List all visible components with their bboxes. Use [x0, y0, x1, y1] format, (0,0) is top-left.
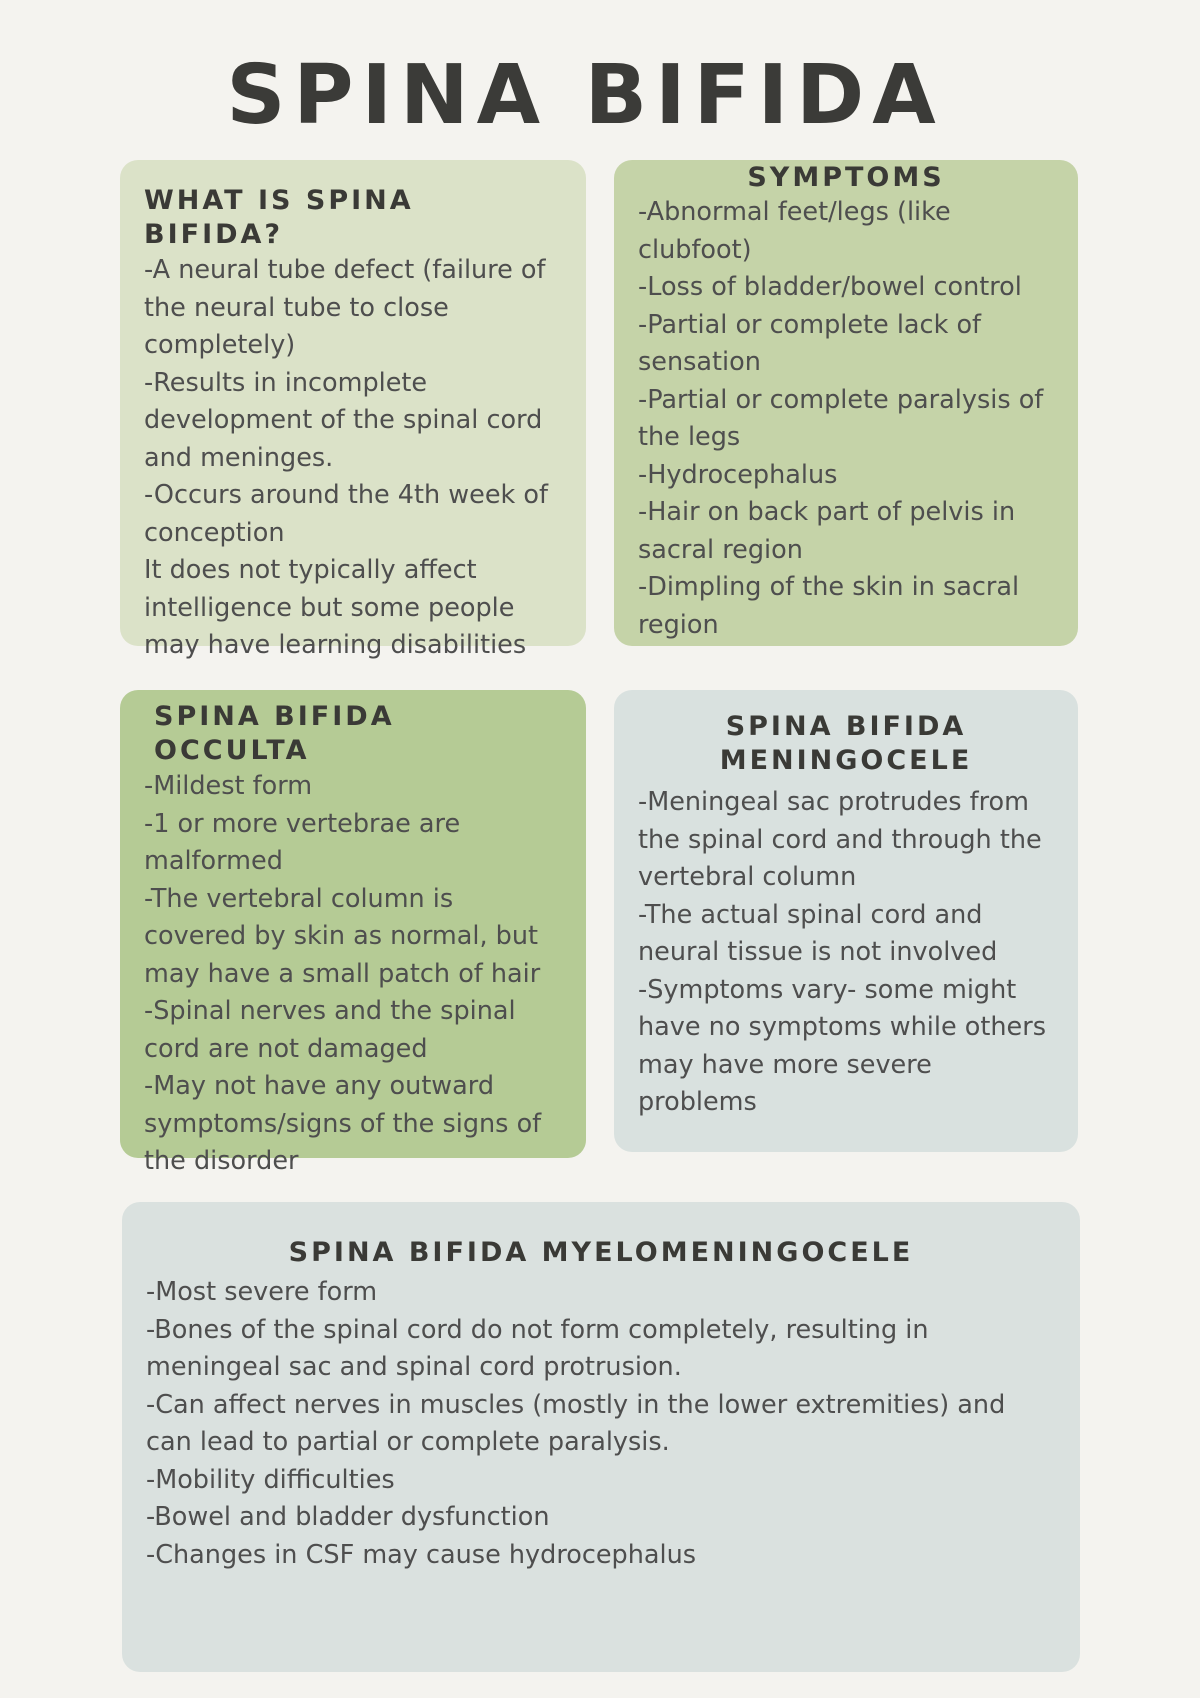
meningocele-body: -Meningeal sac protrudes from the spinal cord and through the vertebral column -The actual spinal cord and neural tissue is not involved -Symptoms vary- some might have no symptoms while others may have more severe problems	[638, 787, 1046, 1117]
occulta-heading: SPINA BIFIDA OCCULTA	[154, 701, 395, 766]
symptoms-body: -Abnormal feet/legs (like clubfoot) -Loss of bladder/bowel control -Partial or complete lack of sensation -Partial or complete paralysis of the legs -Hydrocephalus -Hair on back part of pelvis in sacral region -Dimpling of the skin in sacral region	[638, 197, 1044, 640]
symptoms-card	[614, 160, 1078, 646]
what-is-body: -A neural tube defect (failure of the neural tube to close completely) -Results in incomplete development of the spinal cord and meninges. -Occurs around the 4th week of conception It does not typically affect intelligence but some people may have learning disabilities	[144, 255, 548, 660]
meningocele-heading: SPINA BIFIDA MENINGOCELE	[719, 711, 973, 776]
what-is-card	[120, 160, 586, 660]
occulta-card	[120, 690, 586, 1176]
what-is-heading: WHAT IS SPINA BIFIDA?	[144, 185, 414, 250]
symptoms-heading: SYMPTOMS	[747, 162, 945, 193]
myelomeningocele-heading: SPINA BIFIDA MYELOMENINGOCELE	[288, 1237, 914, 1268]
occulta-body: -Mildest form -1 or more vertebrae are malformed -The vertebral column is covered by skin as normal, but may have a small patch of hair -Spinal nerves and the spinal cord are not damaged -May not have any outward symptoms/signs of the signs of the disorder	[144, 771, 542, 1176]
page-title: SPINA BIFIDA	[226, 48, 944, 143]
meningocele-card	[614, 690, 1078, 1152]
myelomeningocele-body: -Most severe form -Bones of the spinal cord do not form completely, resulting in meningeal sac and spinal cord protrusion. -Can affect nerves in muscles (mostly in the lower extremities) and can lead to partial or complete paralysis. -Mobility difficulties -Bowel and bladder dysfunction -Changes in CSF may cause hydrocephalus	[146, 1277, 1006, 1570]
myelomeningocele-card	[122, 1202, 1080, 1672]
